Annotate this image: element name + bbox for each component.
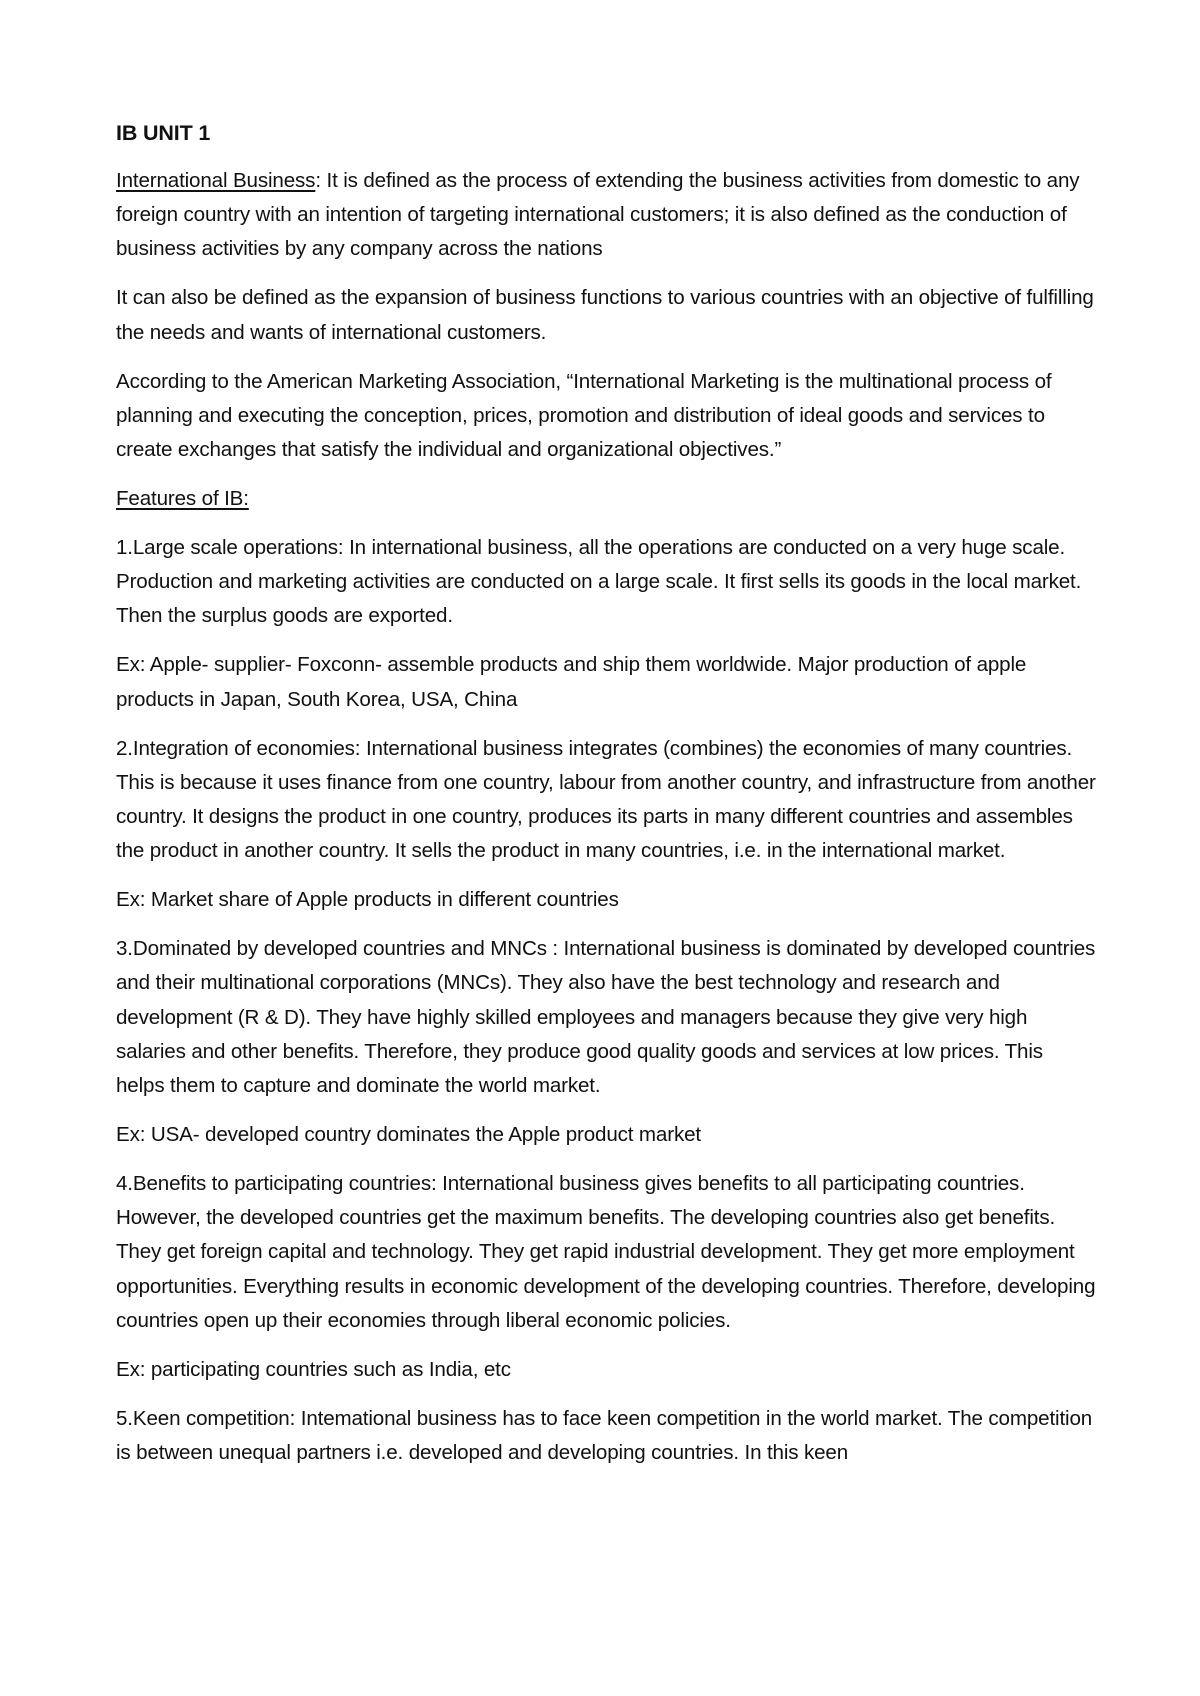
definition-paragraph [116,164,1096,267]
feature-text: Large scale operations: In international business, all the operations are conducted on a very huge scale. Production and marketing activities are conducted on a large scale. It first sells its goods in the local market. Then the surplus goods are exported. [116,536,1082,628]
feature-item [116,932,1096,1103]
feature-number: 4. [116,1172,133,1196]
feature-item [116,732,1096,869]
definition-term: International Business [116,169,316,192]
features-heading [116,482,1096,516]
features-heading-text: Features of IB: [116,487,249,511]
document-page [116,116,1096,1485]
feature-text: Integration of economies: International business integrates (combines) the economies of many countries. This is because it uses finance from one country, labour from another country, and infrastructure from another country. It designs the product in one country, produces its parts in many different countries and assembles the product in another country. It sells the product in many countries, i.e. in the international market. [116,736,1096,863]
feature-example: Ex: participating countries such as India, etc [116,1357,511,1381]
alternate-definition-paragraph: It can also be defined as the expansion of business functions to various countries with an objective of fulfilling the needs and wants of international customers. [116,286,1094,344]
feature-item [116,1167,1096,1338]
feature-text: Dominated by developed countries and MNCs : International business is dominated by developed countries and their multinational corporations (MNCs). They also have the best technology and research and development (R & D). They have highly skilled employees and managers because they give very high salaries and other benefits. Therefore, they produce good quality goods and services at low prices. This helps them to capture and dominate the world market. [116,937,1096,1098]
feature-example: Ex: Apple- supplier- Foxconn- assemble products and ship them worldwide. Major production of apple products in Japan, South Korea, USA, China [116,653,1027,711]
document-title: IB UNIT 1 [116,121,211,145]
feature-text: Keen competition: Intemational business has to face keen competition in the world market. The competition is between unequal partners i.e. developed and developing countries. In this keen [116,1406,1093,1465]
feature-item [116,1402,1096,1470]
feature-number: 1. [116,536,133,560]
ama-definition-paragraph: According to the American Marketing Association, “International Marketing is the multinational process of planning and executing the conception, prices, promotion and distribution of ideal goods and services to create exchanges that satisfy the individual and organizational objectives.” [116,369,1052,462]
feature-number: 3. [116,937,133,961]
feature-number: 2. [116,736,133,760]
feature-number: 5. [116,1406,133,1430]
feature-example: Ex: Market share of Apple products in different countries [116,888,619,912]
feature-example: Ex: USA- developed country dominates the Apple product market [116,1123,701,1147]
feature-text: Benefits to participating countries: International business gives benefits to all participating countries. However, the developed countries get the maximum benefits. The developing countries also get benefits. They get foreign capital and technology. They get rapid industrial development. They get more employment opportunities. Everything results in economic development of the developing countries. Therefore, developing countries open up their economies through liberal economic policies. [116,1172,1096,1332]
feature-item [116,531,1096,634]
definition-text: It is defined as the process of extending the business activities from domestic to any foreign country with an intention of targeting international customers; it is also defined as the conduction of business activities by any company across the nations [116,169,1080,261]
definition-term-colon: : [315,169,321,192]
